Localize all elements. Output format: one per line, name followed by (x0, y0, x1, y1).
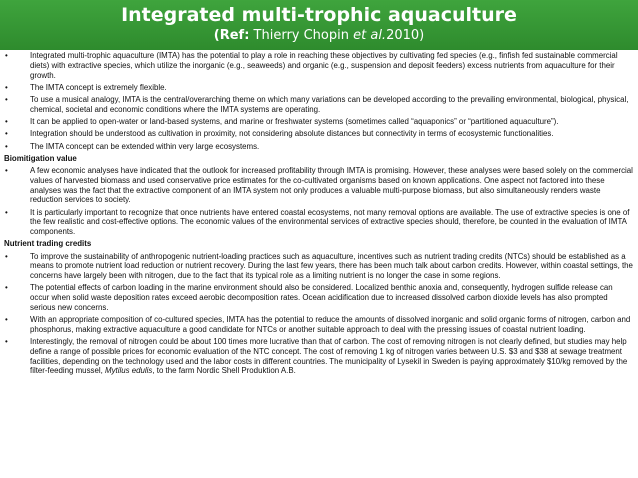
bullet-icon: • (5, 95, 8, 104)
bullet-icon: • (5, 166, 8, 175)
list-item-text (30, 337, 634, 376)
list-item (4, 117, 634, 127)
list-item-text-main: Interestingly, the removal of nitrogen could be about 100 times more lucrative than that of carbon. The cost of removing nitrogen is not clearly defined, but studies may help define a range of possible prices for economic evaluation of the NTC concept. The cost of removing 1 kg of nitrogen varies between U.S. $3 and $38 at sewage treatment facilities, depending on the technology used and the labor costs in different countries. The municipality of Lysekil in Sweden is paying approximately $10/kg removed by the filter-feeding mussel, (30, 337, 628, 376)
list-item-text: To use a musical analogy, IMTA is the central/overarching theme on which many variations can be developed according to the prevailing environmental, biological, physical, chemical, societal and economic conditions where the IMTA systems are operating. (30, 95, 629, 114)
list-item-text: The potential effects of carbon loading in the marine environment should also be considered. Localized benthic anoxia and, consequently, hydrogen sulfide release can occur when solid waste deposition rates exceed aerobic decomposition rates. Ocean acidification due to increased dissolved carbon dioxide levels has also prompted serious new concerns. (30, 283, 613, 312)
bullet-icon: • (5, 117, 8, 126)
section-heading-nutrient-trading: Nutrient trading credits (4, 239, 92, 249)
bullet-icon: • (5, 82, 8, 92)
bullet-icon: • (5, 337, 8, 346)
list-item (4, 129, 634, 139)
list-item (4, 283, 634, 312)
list-item-text: The IMTA concept can be extended within very large ecosystems. (30, 141, 260, 151)
list-item-text: Integrated multi-trophic aquaculture (IMTA) has the potential to play a role in reaching these objectives by cultivating fed species (e.g., finfish fed sustainable commercial diets) with extractive species, which utilize the inorganic (e.g., seaweeds) and organic (e.g., suspension and deposit feeders) excess nutrients from aquaculture for their growth. (30, 51, 618, 80)
bullet-icon: • (5, 129, 8, 139)
list-item-text: A few economic analyses have indicated that the outlook for increased profitability through IMTA is promising. However, these analyses were based solely on the commercial values of harvested biomass and used conservative price estimates for the co-cultivated organisms based on known applications. One aspect not factored into these analyses was the fact that the extractive component of an IMTA system not only produces a valuable multi-purpose biomass, but also simultaneously renders waste reduction services to society. (30, 166, 633, 205)
bullet-icon: • (5, 315, 8, 324)
bullet-icon: • (5, 141, 8, 151)
ref-label: (Ref: (213, 28, 250, 43)
page-title: Integrated multi-trophic aquaculture (121, 4, 517, 26)
list-item-text: It can be applied to open-water or land-based systems, and marine or freshwater systems (sometimes called “aquaponics” or “partitioned aquaculture”). (30, 117, 559, 126)
list-item-text: The IMTA concept is extremely flexible. (30, 82, 167, 92)
list-item-text: Integration should be understood as cultivation in proximity, not considering absolute distances but connectivity in terms of ecosystemic functionalities. (30, 129, 554, 139)
reference-subtitle (0, 27, 638, 44)
slide-body (4, 51, 634, 379)
list-item (4, 83, 634, 93)
species-name: Mytilus edulis (105, 366, 153, 376)
list-item (4, 337, 634, 376)
biomitigation-list (4, 166, 634, 237)
list-item-text: With an appropriate composition of co-cultured species, IMTA has the potential to reduce the amounts of dissolved inorganic and solid organic forms of nitrogen, carbon and phosphorus, making extractive aquaculture a good candidate for NTCs or another suitable approach to deal with the pressing issues of coastal nutrient loading. (30, 315, 631, 334)
list-item (4, 252, 634, 281)
title-banner (0, 0, 638, 50)
bullet-icon: • (5, 251, 8, 261)
list-item (4, 208, 634, 237)
list-item (4, 95, 634, 115)
list-item (4, 51, 634, 80)
nutrient-trading-list (4, 252, 634, 377)
bullet-icon: • (5, 207, 8, 217)
section-heading-biomitigation: Biomitigation value (4, 153, 77, 163)
ref-etal: et al. (353, 28, 387, 43)
ref-author: Thierry Chopin (253, 28, 349, 43)
ref-year: 2010) (386, 28, 425, 43)
list-item (4, 315, 634, 335)
list-item-text-tail: , to the farm Nordic Shell Produktion A.B. (152, 366, 296, 376)
list-item (4, 142, 634, 152)
list-item (4, 166, 634, 205)
bullet-icon: • (5, 51, 8, 60)
bullet-icon: • (5, 283, 8, 293)
intro-list (4, 51, 634, 151)
list-item-text: It is particularly important to recognize that once nutrients have entered coastal ecosystems, not many removal options are available. The use of extractive species is one of the few realistic and cost-effective options. The economic values of the environmental services of extractive species should, therefore, be counted in the evaluation of IMTA components. (30, 207, 630, 236)
list-item-text: To improve the sustainability of anthropogenic nutrient-loading practices such as aquaculture, incentives such as nutrient trading credits (NTCs) should be established as a means to promote nutrient load reduction or nutrient recovery. During the last few years, there has been much talk about carbon credits. However, within coastal settings, the concerns have largely been with nitrogen, due to the fact that its typical role as a limiting nutrient is no longer the case in some regions. (30, 251, 633, 280)
